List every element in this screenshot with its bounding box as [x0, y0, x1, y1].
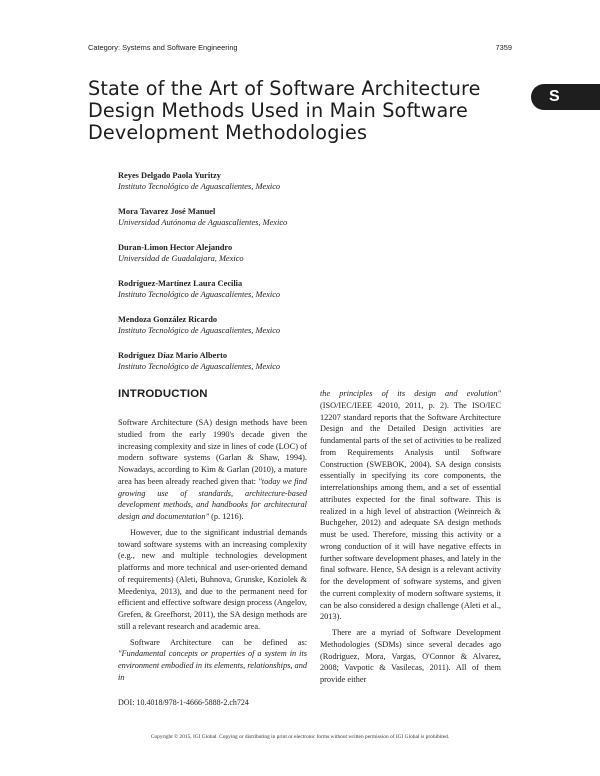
- right-text-column: [320, 388, 501, 686]
- author-name: Mendoza González Ricardo: [118, 315, 218, 324]
- author-entry: [118, 242, 418, 278]
- article-title: [88, 78, 528, 144]
- quoted-definition: "today we find growing use of standards, architecture-based development methods, and handbooks for architectural design and documentation": [118, 476, 307, 521]
- body-paragraph: [320, 388, 501, 623]
- paragraph-text: (ISO/IEC/IEEE 42010, 2011, p. 2). The ISO/IEC 12207 standard reports that the Software Architecture Design and the Detailed Design activities are fundamental parts of the set of activities to be realized from Requirements Analysis until Software Construction (SWEBOK, 2004). SA design consists essentially in specifying its core components, the interrelationships among them, and a set of essential attributes expected for the final software. This is realized in a high level of abstraction (Weinreich & Buchgeher, 2012) and adequate SA design methods must be used. Therefore, missing this activity or a wrong conduction of it will have negative effects in further software development phases, and lately in the final software. Hence, SA design is a relevant activity for the development of software systems, and given the current complexity of modern software systems, it can be also considered a design challenge (Aleti et al., 2013).: [320, 400, 501, 622]
- running-header-category: Category: Systems and Software Engineering: [88, 43, 238, 52]
- paragraph-text: Software Architecture can be defined as:: [130, 637, 307, 647]
- paragraph-text: Software Architecture (SA) design methods have been studied from the early 1990's decade given the increasing complexity and size in lines of code (LOC) of modern software systems (Garlan & Shaw, 1994). Nowadays, according to Kim & Garlan (2010), a mature area has been already reached given that:: [118, 418, 307, 486]
- author-name: Reyes Delgado Paola Yuritzy: [118, 171, 221, 180]
- author-affiliation: Instituto Tecnológico de Aguascalientes, Mexico: [118, 182, 281, 191]
- author-name: Rodríguez Díaz Mario Alberto: [118, 351, 228, 360]
- author-list: [118, 170, 418, 386]
- left-text-column: [118, 417, 307, 684]
- section-heading: INTRODUCTION: [118, 388, 208, 400]
- author-affiliation: Universidad de Guadalajara, Mexico: [118, 254, 244, 263]
- author-name: Mora Tavarez José Manuel: [118, 207, 216, 216]
- quoted-definition: "Fundamental concepts or properties of a system in its environment embodied in its elements, relationships, and in: [118, 649, 307, 682]
- body-paragraph: There are a myriad of Software Development Methodologies (SDMs) since several decades ago (Rodriguez, Mora, Vargas, O'Connor & Alvarez, 2008; Vavpotic & Vasilecas, 2011). All of them provide either: [320, 628, 501, 684]
- author-name: Rodríguez-Martínez Laura Cecilia: [118, 279, 243, 288]
- section-letter-tab: S: [531, 84, 600, 110]
- author-affiliation: Instituto Tecnológico de Aguascalientes, Mexico: [118, 362, 281, 371]
- title-line: State of the Art of Software Architecture: [88, 77, 481, 100]
- body-paragraph: However, due to the significant industrial demands toward software systems with an increasing complexity (e.g., new and multiple technologies development platforms and more technical and user-oriented demand of requirements) (Aleti, Buhnova, Grunske, Koziolek & Meedeniya, 2013), and due to the permanent need for efficient and effective software design process (Angelov, Grefen, & Greefhorst, 2011), the SA design methods are still a relevant research and academic area.: [118, 527, 307, 631]
- copyright-notice: Copyright © 2015, IGI Global. Copying or distributing in print or electronic forms without written permission of IGI Global is prohibited.: [150, 734, 450, 740]
- paragraph-text: (p. 1216).: [209, 512, 244, 521]
- author-affiliation: Instituto Tecnológico de Aguascalientes, Mexico: [118, 326, 281, 335]
- author-name: Duran-Limon Hector Alejandro: [118, 243, 233, 252]
- doi-footnote: DOI: 10.4018/978-1-4666-5888-2.ch724: [118, 698, 249, 707]
- title-line: Design Methods Used in Main Software: [88, 99, 469, 122]
- author-affiliation: Universidad Autónoma de Aguascalientes, Mexico: [118, 218, 288, 227]
- body-paragraph: [118, 417, 307, 523]
- title-line: Development Methodologies: [88, 121, 368, 144]
- author-affiliation: Instituto Tecnológico de Aguascalientes, Mexico: [118, 290, 281, 299]
- author-entry: [118, 170, 418, 206]
- author-entry: [118, 314, 418, 350]
- author-entry: [118, 278, 418, 314]
- author-entry: [118, 206, 418, 242]
- body-paragraph: [118, 637, 307, 684]
- running-header-page-number: 7359: [495, 43, 512, 52]
- quoted-definition: the principles of its design and evolution": [320, 389, 501, 398]
- author-entry: [118, 350, 418, 386]
